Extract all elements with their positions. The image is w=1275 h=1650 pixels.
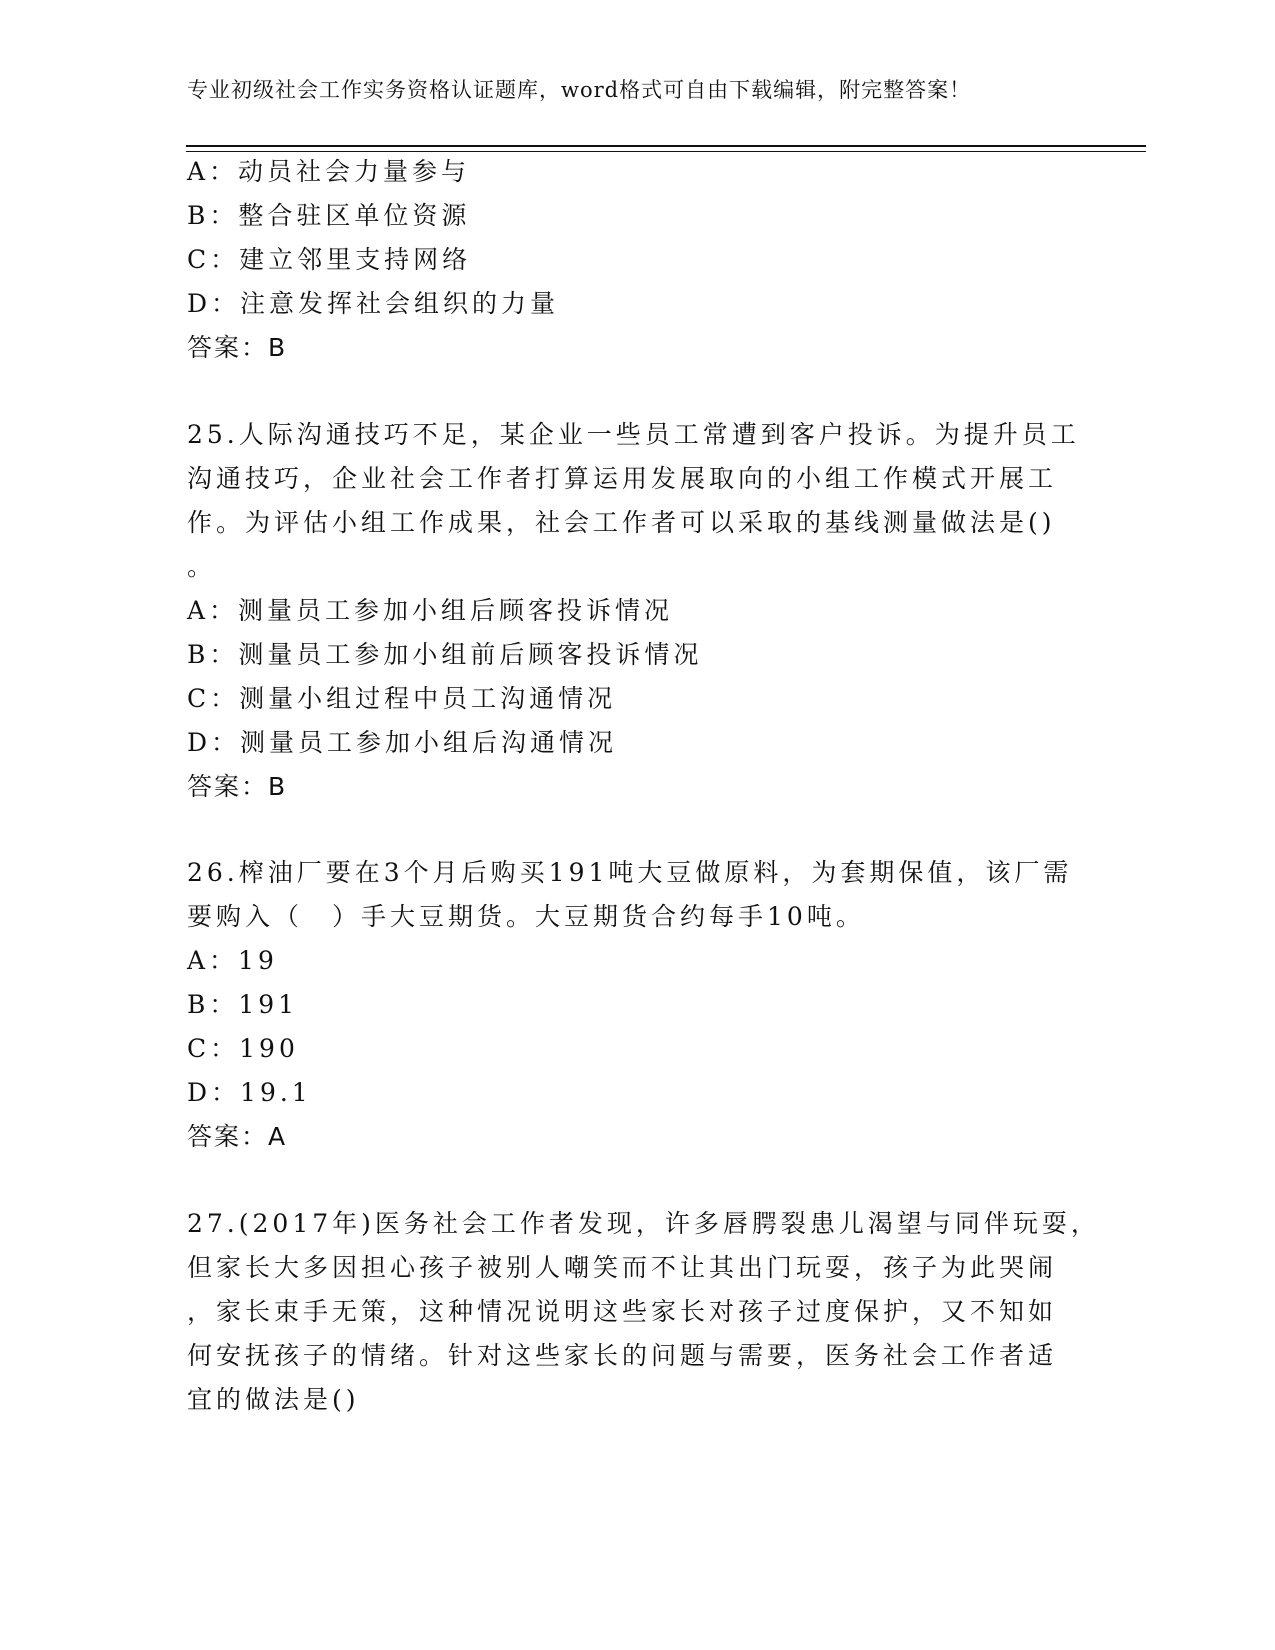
q25-answer: 答案：B	[187, 772, 288, 801]
header-rule-thick	[186, 145, 1146, 147]
q25-option-d: D：测量员工参加小组后沟通情况	[187, 728, 618, 757]
q24-option-d: D：注意发挥社会组织的力量	[187, 289, 560, 318]
q25-option-c: C：测量小组过程中员工沟通情况	[187, 684, 617, 713]
q27-stem-line-3: ，家长束手无策，这种情况说明这些家长对孩子过度保护，又不知如	[187, 1297, 1058, 1326]
q26-answer: 答案：A	[187, 1122, 288, 1151]
q27-stem-line-2: 但家长大多因担心孩子被别人嘲笑而不让其出门玩耍，孩子为此哭闹	[187, 1253, 1058, 1282]
q25-option-b: B：测量员工参加小组前后顾客投诉情况	[187, 640, 703, 669]
q27-stem-line-4: 何安抚孩子的情绪。针对这些家长的问题与需要，医务社会工作者适	[187, 1341, 1058, 1370]
q24-option-a: A：动员社会力量参与	[187, 157, 471, 186]
q26-option-c: C：190	[187, 1034, 299, 1063]
q27-stem-line-1: 27.(2017年)医务社会工作者发现，许多唇腭裂患儿渴望与同伴玩耍，	[187, 1209, 1100, 1238]
page-header: 专业初级社会工作实务资格认证题库，word格式可自由下载编辑，附完整答案！	[187, 78, 972, 102]
q26-option-b: B：191	[187, 990, 299, 1019]
q24-option-c: C：建立邻里支持网络	[187, 245, 472, 274]
header-rule-thin	[186, 151, 1146, 152]
q25-option-a: A：测量员工参加小组后顾客投诉情况	[187, 596, 674, 625]
q26-stem-line-2: 要购入（ ）手大豆期货。大豆期货合约每手10吨。	[187, 902, 865, 931]
q25-stem-line-2: 沟通技巧，企业社会工作者打算运用发展取向的小组工作模式开展工	[187, 464, 1058, 493]
q25-stem-line-1: 25.人际沟通技巧不足，某企业一些员工常遭到客户投诉。为提升员工	[187, 420, 1080, 449]
q26-option-a: A：19	[187, 946, 278, 975]
q27-stem-line-5: 宜的做法是()	[187, 1385, 360, 1414]
q24-option-b: B：整合驻区单位资源	[187, 201, 471, 230]
q24-answer: 答案：B	[187, 333, 288, 362]
q26-option-d: D：19.1	[187, 1078, 312, 1107]
q25-stem-line-3: 作。为评估小组工作成果，社会工作者可以采取的基线测量做法是()	[187, 508, 1056, 537]
q26-stem-line-1: 26.榨油厂要在3个月后购买191吨大豆做原料，为套期保值，该厂需	[187, 858, 1073, 887]
q25-stem-line-4: 。	[187, 552, 217, 581]
